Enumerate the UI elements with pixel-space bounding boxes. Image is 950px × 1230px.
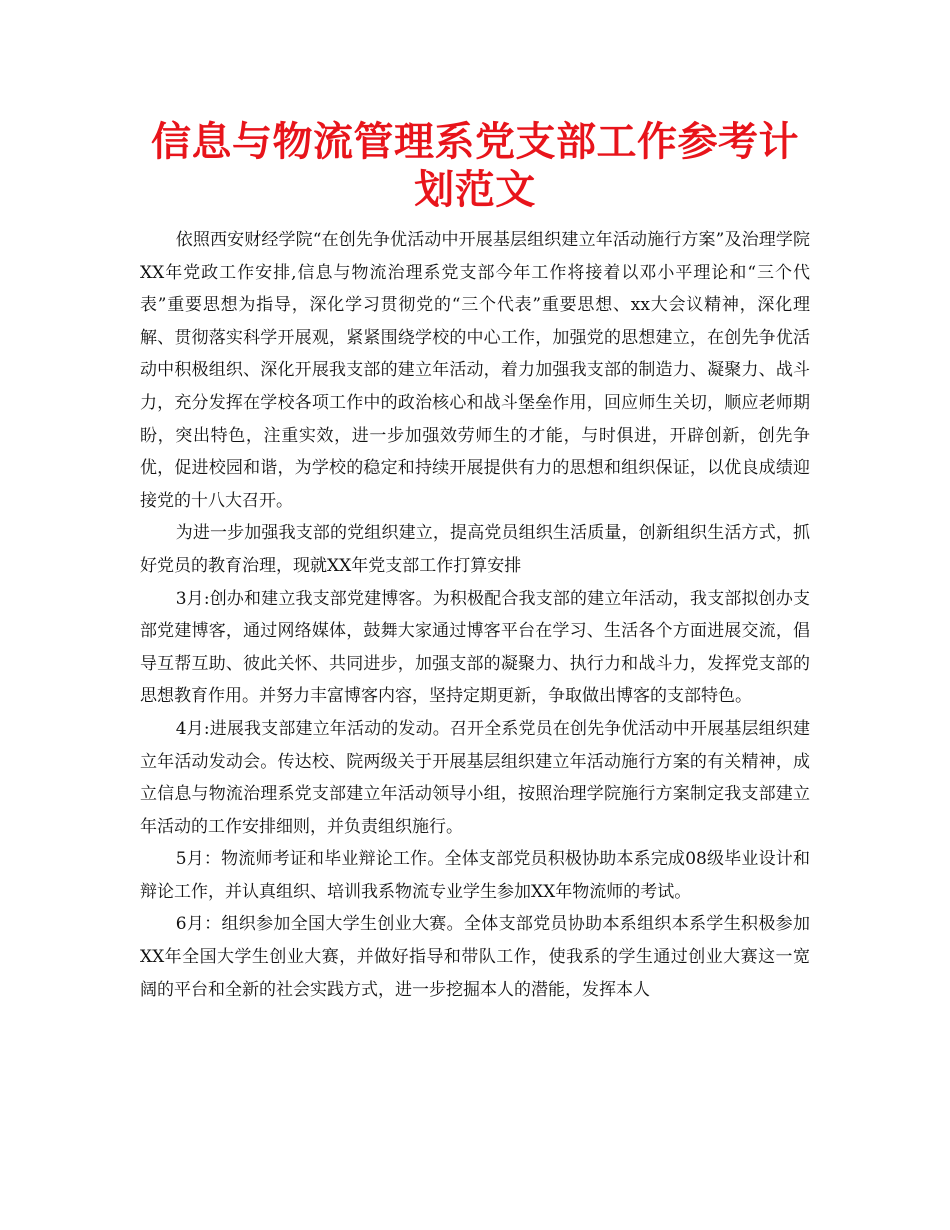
paragraph-intro: 依照西安财经学院“在创先争优活动中开展基层组织建立年活动施行方案”及治理学院XX年党政工作安排,信息与物流治理系党支部今年工作将接着以邓小平理论和“三个代表”重要思想为指导，深化学习贯彻党的“三个代表”重要思想、xx大会议精神，深化理解、贯彻落实科学开展观，紧紧围绕学校的中心工作，加强党的思想建立，在创先争优活动中积极组织、深化开展我支部的建立年活动，着力加强我支部的制造力、凝聚力、战斗力，充分发挥在学校各项工作中的政治核心和战斗堡垒作用，回应师生关切，顺应老师期盼，突出特色，注重实效，进一步加强效劳师生的才能，与时俱进，开辟创新，创先争优，促进校园和谐，为学校的稳定和持续开展提供有力的思想和组织保证，以优良成绩迎接党的十八大召开。 [140, 230, 810, 511]
paragraph-march: 3月:创办和建立我支部党建博客。为积极配合我支部的建立年活动，我支部拟创办支部党建博客，通过网络媒体，鼓舞大家通过博客平台在学习、生活各个方面进展交流，倡导互帮互助、彼此关怀、共同进步，加强支部的凝聚力、执行力和战斗力，发挥党支部的思想教育作用。并努力丰富博客内容，坚持定期更新，争取做出博客的支部特色。 [140, 588, 810, 707]
document-title: 信息与物流管理系党支部工作参考计划范文 [151, 119, 799, 213]
document-body [140, 224, 810, 1006]
paragraph-april: 4月:进展我支部建立年活动的发动。召开全系党员在创先争优活动中开展基层组织建立年活动发动会。传达校、院两级关于开展基层组织建立年活动施行方案的有关精神，成立信息与物流治理系党支部建立年活动领导小组，按照治理学院施行方案制定我支部建立年活动的工作安排细则，并负责组织施行。 [140, 718, 810, 837]
paragraph-plan-statement: 为进一步加强我支部的党组织建立，提高党员组织生活质量，创新组织生活方式，抓好党员的教育治理，现就XX年党支部工作打算安排 [140, 523, 810, 576]
paragraph-may: 5月：物流师考证和毕业辩论工作。全体支部党员积极协助本系完成08级毕业设计和辩论工作，并认真组织、培训我系物流专业学生参加XX年物流师的考试。 [140, 849, 810, 902]
paragraph-june: 6月：组织参加全国大学生创业大赛。全体支部党员协助本系组织本系学生积极参加XX年全国大学生创业大赛，并做好指导和带队工作，使我系的学生通过创业大赛这一宽阔的平台和全新的社会实践方式，进一步挖掘本人的潜能，发挥本人 [140, 914, 810, 1000]
